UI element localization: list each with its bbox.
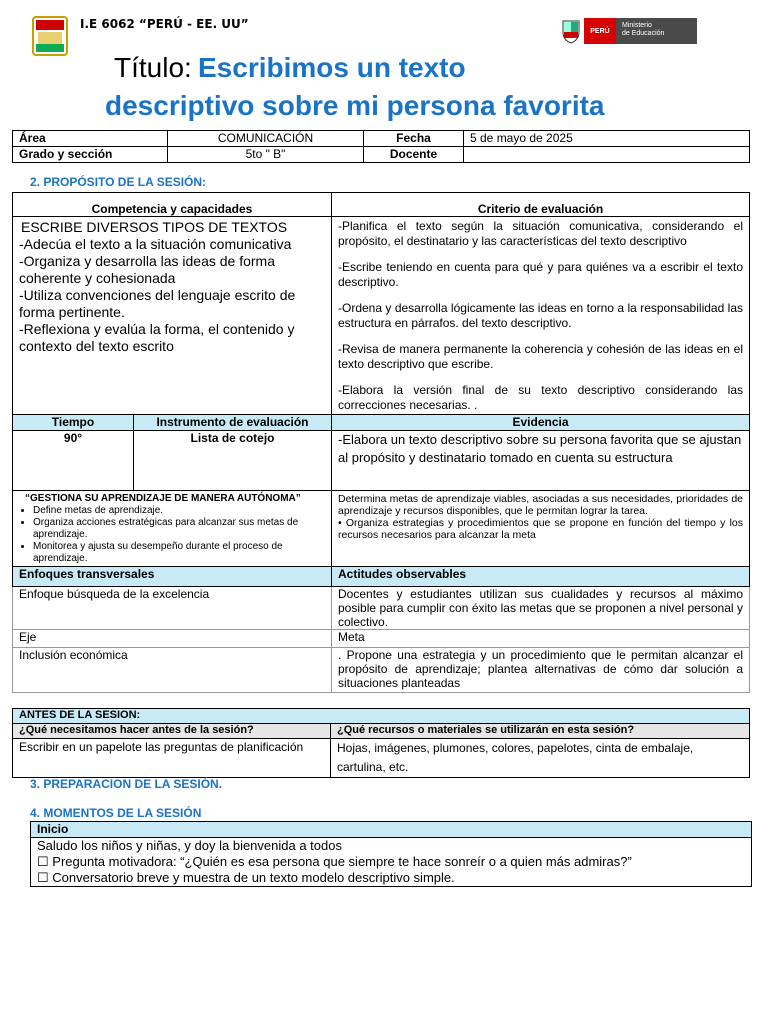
- antes-a1: Escribir en un papelote las preguntas de planificación: [13, 739, 331, 778]
- gestiona-right-2: • Organiza estrategias y procedimientos que se propone en función del tiempo y los recursos necesarios para alcanzar la meta: [338, 517, 743, 541]
- docente-value: [464, 147, 750, 163]
- antes-q1: ¿Qué necesitamos hacer antes de la sesión?: [13, 724, 331, 739]
- title-line2: descriptivo sobre mi persona favorita: [105, 90, 605, 121]
- instrumento-value: Lista de cotejo: [134, 431, 332, 491]
- meta-label: Meta: [332, 630, 750, 648]
- actitud-value: Docentes y estudiantes utilizan sus cualidades y recursos al máximo posible para cumplir con éxito las metas que se proponen a nivel personal y colectivo.: [332, 587, 750, 630]
- grado-label: Grado y sección: [13, 147, 168, 163]
- list-item: • Organiza acciones estratégicas para alcanzar sus metas de aprendizaje.: [33, 517, 325, 541]
- gestiona-right-cell: [332, 491, 750, 567]
- criterio-item: -Ordena y desarrolla lógicamente las ideas en torno a la responsabilidad las estructura en párrafos. del texto descriptivo.: [338, 301, 743, 330]
- eje-label: Eje: [13, 630, 332, 648]
- section-2-title: 2. PROPÓSITO DE LA SESIÓN:: [30, 175, 207, 189]
- list-item: • Define metas de aprendizaje.: [33, 505, 325, 517]
- actitudes-header: Actitudes observables: [332, 567, 750, 587]
- gestiona-cell: [13, 491, 332, 567]
- ministry-label: Ministerio de Educación: [616, 18, 697, 44]
- info-table: [12, 130, 750, 163]
- competencia-line: -Organiza y desarrolla las ideas de forma coherente y cohesionada: [19, 253, 276, 286]
- competencia-line: -Reflexiona y evalúa la forma, el contenido y contexto del texto escrito: [19, 321, 295, 354]
- antes-a2: Hojas, imágenes, plumones, colores, papelotes, cinta de embalaje, cartulina, etc.: [331, 739, 750, 778]
- inicio-line: Saludo los niños y niñas, y doy la bienvenida a todos: [37, 838, 342, 853]
- competencia-line: -Adecúa el texto a la situación comunicativa: [19, 236, 292, 252]
- eje-value: Inclusión económica: [13, 648, 332, 693]
- meta-value: . Propone una estrategia y un procedimiento que le permitan alcanzar el propósito de aprendizaje; plantea alternativas de cómo dar solución a situaciones planteadas: [332, 648, 750, 693]
- criterio-header: Criterio de evaluación: [332, 193, 750, 217]
- list-item: • Monitorea y ajusta su desempeño durante el proceso de aprendizaje.: [33, 541, 325, 565]
- docente-label: Docente: [364, 147, 464, 163]
- inicio-title: Inicio: [31, 822, 752, 838]
- antes-title: ANTES DE LA SESION:: [13, 709, 750, 724]
- checkbox-icon: ☐: [37, 870, 49, 885]
- tiempo-header: Tiempo: [13, 415, 134, 431]
- fecha-value: 5 de mayo de 2025: [464, 131, 750, 147]
- area-value: COMUNICACIÓN: [168, 131, 364, 147]
- criterio-cell: [332, 217, 750, 415]
- competencia-header: Competencia y capacidades: [13, 193, 332, 217]
- enfoque-value: Enfoque búsqueda de la excelencia: [13, 587, 332, 630]
- gestiona-right-1: Determina metas de aprendizaje viables, asociadas a sus necesidades, prioridades de aprendizaje y recursos disponibles, que le permitan lograr la tarea.: [338, 493, 743, 517]
- inicio-table: [30, 821, 752, 887]
- title-line1: Escribimos un texto: [198, 52, 466, 83]
- antes-q2: ¿Qué recursos o materiales se utilizarán en esta sesión?: [331, 724, 750, 739]
- peru-shield-icon: [560, 18, 582, 44]
- tiempo-value: 90°: [13, 431, 134, 491]
- ministry-logo: [560, 18, 697, 44]
- school-logo: [32, 16, 68, 56]
- criterio-item: -Elabora la versión final de su texto descriptivo considerando las correcciones necesarias. .: [338, 383, 743, 412]
- inicio-body: [31, 838, 752, 887]
- purpose-table: [12, 192, 750, 693]
- grado-value: 5to " B": [168, 147, 364, 163]
- competencia-cell: [13, 217, 332, 415]
- inicio-line: ☐ Conversatorio breve y muestra de un texto modelo descriptivo simple.: [37, 870, 455, 885]
- evidencia-value: -Elabora un texto descriptivo sobre su persona favorita que se ajustan al propósito y destinatario tomado en cuenta su estructura: [332, 431, 750, 491]
- peru-label: PERÚ: [584, 18, 616, 44]
- enfoques-header: Enfoques transversales: [13, 567, 332, 587]
- school-name: I.E 6062 “PERÚ - EE. UU”: [80, 17, 249, 31]
- section-3-title: 3. PREPARACION DE LA SESIÓN.: [30, 777, 223, 791]
- criterio-item: -Revisa de manera permanente la coherencia y cohesión de las ideas en el texto descriptivo que escribe.: [338, 342, 743, 371]
- checkbox-icon: ☐: [37, 854, 49, 869]
- criterio-item: -Escribe teniendo en cuenta para qué y para quiénes va a escribir el texto descriptivo.: [338, 260, 743, 289]
- competencia-line: ESCRIBE DIVERSOS TIPOS DE TEXTOS: [21, 219, 288, 235]
- evidencia-header: Evidencia: [332, 415, 750, 431]
- gestiona-title: “GESTIONA SU APRENDIZAJE DE MANERA AUTÓNOMA”: [25, 493, 301, 504]
- criterio-item: -Planifica el texto según la situación comunicativa, considerando el propósito, el destinatario y las características del texto descriptivo: [338, 219, 743, 248]
- instrumento-header: Instrumento de evaluación: [134, 415, 332, 431]
- competencia-line: -Utiliza convenciones del lenguaje escrito de forma pertinente.: [19, 287, 296, 320]
- inicio-line: ☐ Pregunta motivadora: “¿Quién es esa persona que siempre te hace sonreír o a quien más admiras?”: [37, 854, 632, 869]
- section-4-title: 4. MOMENTOS DE LA SESIÓN: [30, 806, 202, 820]
- area-label: Área: [13, 131, 168, 147]
- title-prefix: Título:: [114, 52, 192, 83]
- fecha-label: Fecha: [364, 131, 464, 147]
- antes-table: [12, 708, 750, 778]
